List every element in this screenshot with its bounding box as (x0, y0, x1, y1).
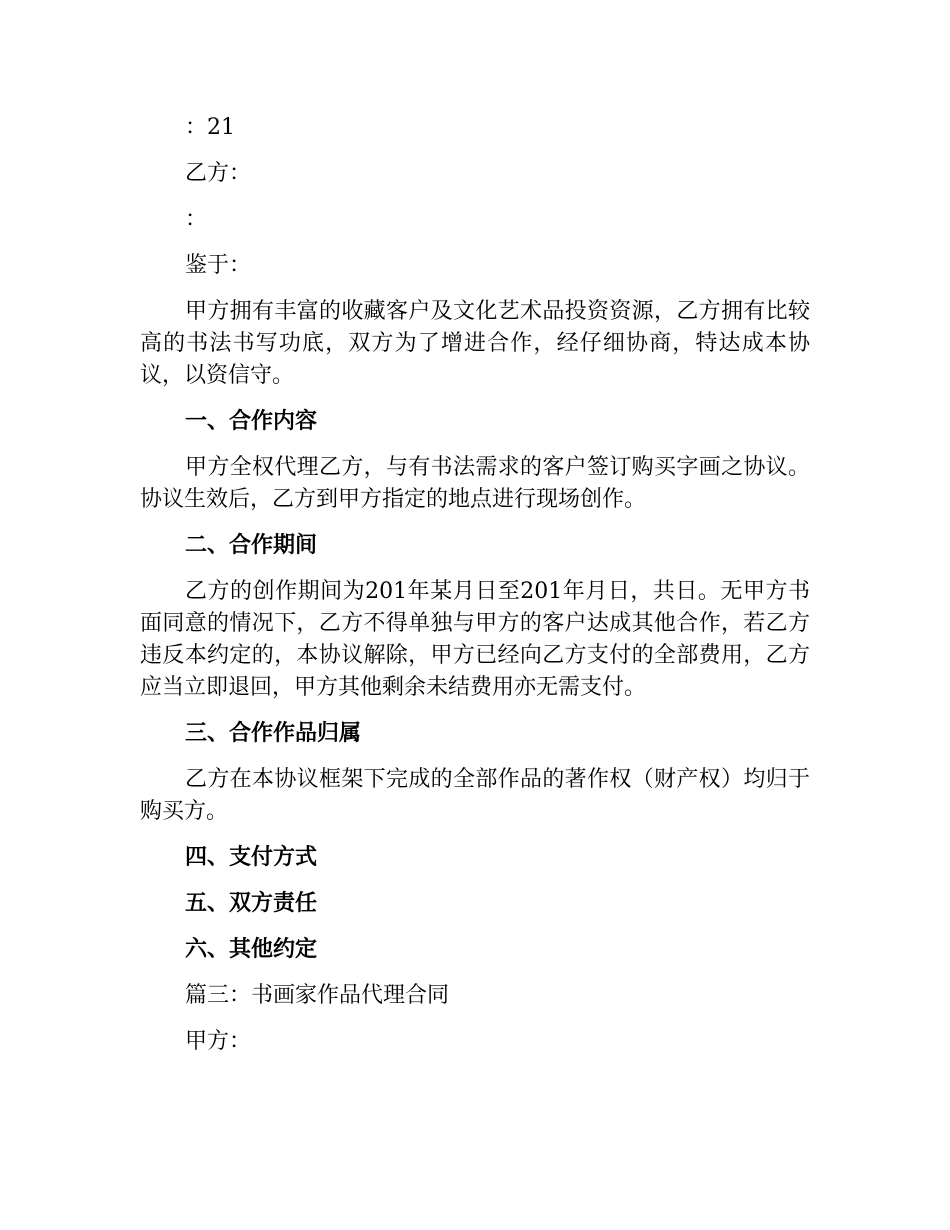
section-heading-other-terms: 六、其他约定 (185, 937, 318, 962)
intro-paragraph: 甲方拥有丰富的收藏客户及文化艺术品投资资源，乙方拥有比较高的书法书写功底，双方为了增进合作，经仔细协商，特达成本协议，以资信守。 (140, 299, 810, 388)
party-number-line: ：21 (185, 115, 235, 140)
chapter-three-title: 篇三：书画家作品代理合同 (185, 983, 450, 1008)
section-heading-payment-method: 四、支付方式 (185, 845, 318, 870)
party-a-line: 甲方： (185, 1029, 252, 1054)
work-ownership-paragraph: 乙方在本协议框架下完成的全部作品的著作权（财产权）均归于购买方。 (140, 767, 810, 824)
blank-colon-line: ： (185, 207, 208, 232)
section-heading-cooperation-period: 二、合作期间 (185, 533, 318, 558)
document-body (140, 112, 810, 1072)
cooperation-content-paragraph: 甲方全权代理乙方，与有书法需求的客户签订购买字画之协议。协议生效后，乙方到甲方指定的地点进行现场创作。 (140, 455, 810, 512)
party-b-line: 乙方： (185, 161, 252, 186)
section-heading-work-ownership: 三、合作作品归属 (185, 721, 362, 746)
cooperation-period-paragraph: 乙方的创作期间为201年某月日至201年月日，共日。无甲方书面同意的情况下，乙方不得单独与甲方的客户达成其他合作，若乙方违反本约定的，本协议解除，甲方已经向乙方支付的全部费用，乙方应当立即退回，甲方其他剩余未结费用亦无需支付。 (140, 579, 810, 700)
section-heading-cooperation-content: 一、合作内容 (185, 409, 318, 434)
whereas-line: 鉴于： (185, 253, 252, 278)
section-heading-responsibilities: 五、双方责任 (185, 891, 318, 916)
